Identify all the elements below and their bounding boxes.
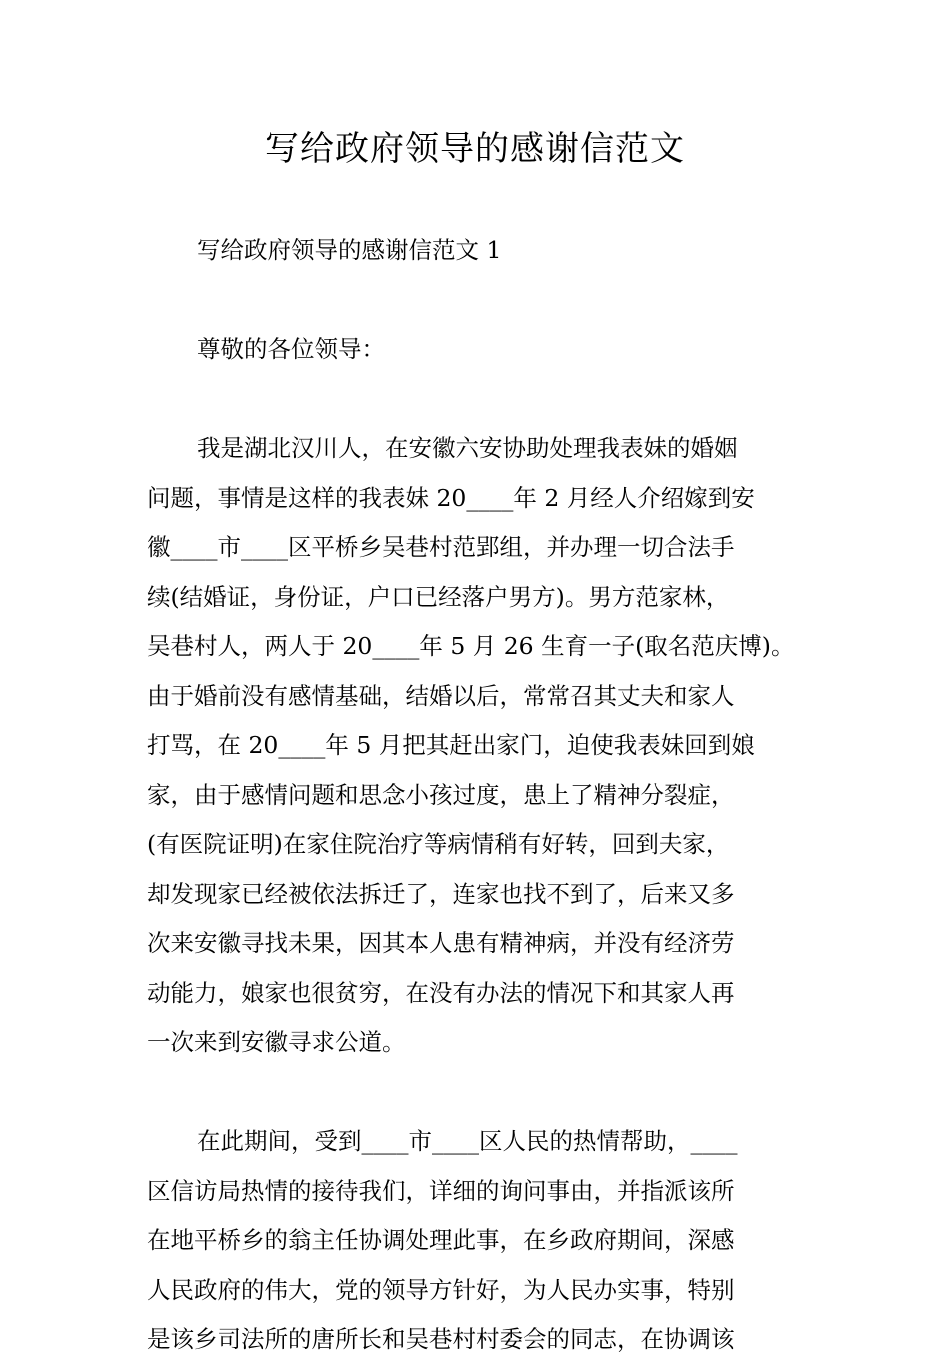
paragraph-line: 人民政府的伟大，党的领导方针好，为人民办实事，特别 xyxy=(147,1275,735,1304)
document-title: 写给政府领导的感谢信范文 xyxy=(265,129,685,169)
paragraph-gap xyxy=(147,1068,807,1118)
paragraph-line: 问题，事情是这样的我表妹 20____年 2 月经人介绍嫁到安 xyxy=(147,483,755,512)
paragraph-line: 在此期间，受到____市____区人民的热情帮助，____ xyxy=(197,1127,738,1155)
section-heading: 写给政府领导的感谢信范文 1 xyxy=(197,236,502,264)
paragraph-line: 吴巷村人，两人于 20____年 5 月 26 生育一子(取名范庆博)。 xyxy=(147,632,795,660)
paragraph-line: 家，由于感情问题和思念小孩过度，患上了精神分裂症， xyxy=(147,780,735,809)
paragraph-line: 动能力，娘家也很贫穷，在没有办法的情况下和其家人再 xyxy=(147,978,735,1007)
paragraph-line: 徽____市____区平桥乡吴巷村范郢组，并办理一切合法手 xyxy=(147,533,735,561)
paragraph-line: 次来安徽寻找未果，因其本人患有精神病，并没有经济劳 xyxy=(147,929,735,957)
document-body xyxy=(147,226,807,1365)
paragraph-line: 打骂，在 20____年 5 月把其赶出家门，迫使我表妹回到娘 xyxy=(147,731,755,759)
paragraph-line: 由于婚前没有感情基础，结婚以后，常常召其丈夫和家人 xyxy=(147,681,735,710)
paragraph-line: 是该乡司法所的唐所长和吴巷村村委会的同志，在协调该 xyxy=(147,1325,735,1353)
paragraph-line: 区信访局热情的接待我们，详细的询问事由，并指派该所 xyxy=(147,1176,735,1205)
paragraph-line: 在地平桥乡的翁主任协调处理此事，在乡政府期间，深感 xyxy=(147,1226,735,1254)
salutation: 尊敬的各位领导： xyxy=(197,335,385,363)
paragraph-line: (有医院证明)在家住院治疗等病情稍有好转，回到夫家， xyxy=(147,830,730,858)
paragraph-line: 却发现家已经被依法拆迁了，连家也找不到了，后来又多 xyxy=(147,879,735,908)
paragraph-gap xyxy=(147,276,807,326)
paragraph-line: 我是湖北汉川人，在安徽六安协助处理我表妹的婚姻 xyxy=(197,434,738,462)
paragraph-line: 续(结婚证，身份证，户口已经落户男方)。男方范家林， xyxy=(147,582,730,611)
paragraph-line: 一次来到安徽寻求公道。 xyxy=(147,1028,406,1056)
paragraph-gap xyxy=(147,375,807,425)
